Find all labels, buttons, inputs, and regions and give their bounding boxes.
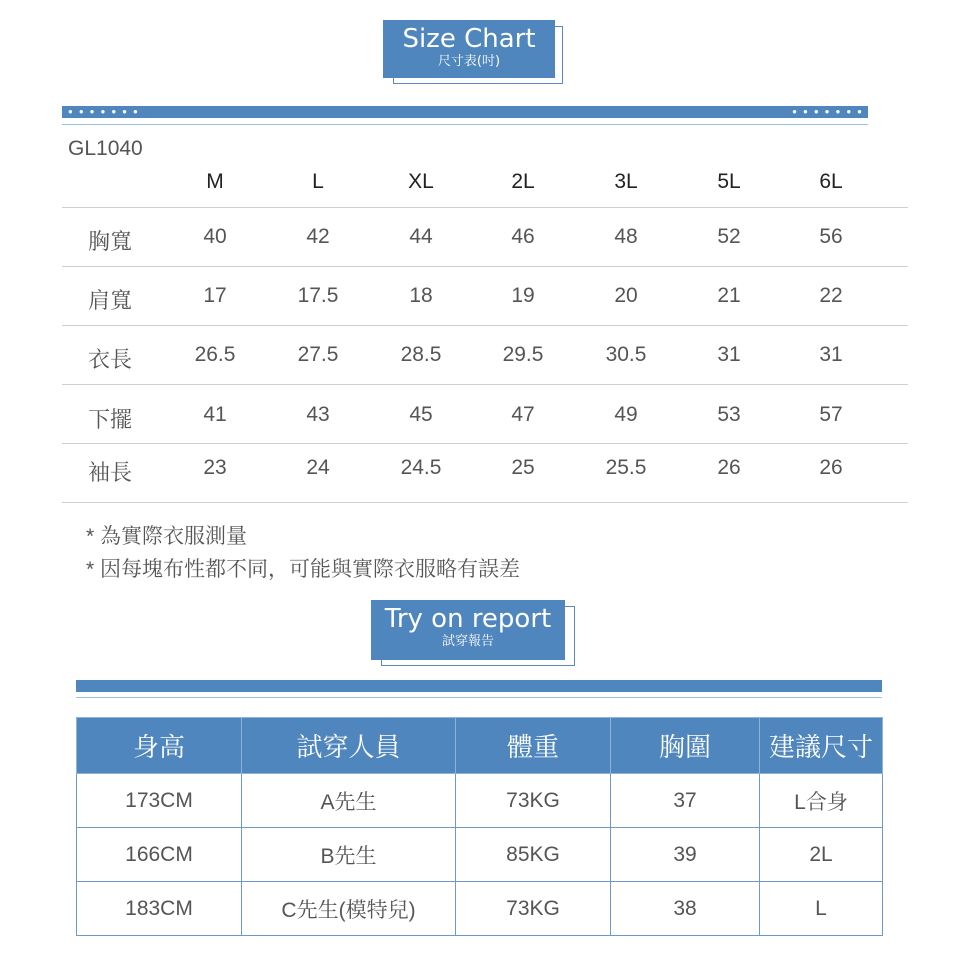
measurement-value: 26.5 — [194, 343, 236, 366]
size-header-cell: M — [206, 170, 224, 193]
measurement-row — [62, 267, 908, 326]
measurement-value: 22 — [819, 284, 843, 307]
measurement-value: 52 — [717, 225, 741, 248]
divider-line — [76, 697, 882, 698]
measurement-value: 31 — [717, 343, 741, 366]
tester-cell: B先生 — [242, 828, 456, 882]
measurement-value: 49 — [614, 403, 638, 426]
measurement-value: 24.5 — [400, 456, 442, 479]
measurement-value: 57 — [819, 403, 843, 426]
measurement-value: 25 — [511, 456, 535, 479]
size-header-cell: 6L — [819, 170, 843, 193]
measurement-value: 43 — [306, 403, 330, 426]
tryon-heading: Try on report — [384, 604, 552, 634]
measurement-row — [62, 208, 908, 267]
tryon-divider-bar — [76, 680, 882, 692]
measurement-row — [62, 326, 908, 385]
table-row — [77, 882, 883, 936]
measurement-value: 26 — [819, 456, 843, 479]
tryon-table — [76, 717, 883, 936]
measurement-value: 25.5 — [605, 456, 647, 479]
measurement-label: 胸寬 — [87, 229, 132, 254]
measurement-value: 40 — [203, 225, 227, 248]
title-label — [371, 600, 565, 660]
measurement-value: 24 — [306, 456, 330, 479]
size-header-cell: 3L — [614, 170, 638, 193]
measurement-value: 48 — [614, 225, 638, 248]
measurement-label: 肩寬 — [87, 288, 132, 313]
tester-cell: C先生(模特兒) — [242, 882, 456, 936]
size-header-cell: L — [312, 170, 324, 193]
header-chest: 胸圍 — [611, 718, 760, 774]
height-cell: 173CM — [77, 774, 242, 828]
measurement-value: 53 — [717, 403, 741, 426]
header-recommended-size: 建議尺寸 — [760, 718, 883, 774]
measurement-value: 18 — [409, 284, 433, 307]
measurement-label: 下擺 — [87, 407, 132, 432]
measurement-value: 46 — [511, 225, 535, 248]
measurement-value: 31 — [819, 343, 843, 366]
tester-cell: A先生 — [242, 774, 456, 828]
measurement-value: 29.5 — [502, 343, 544, 366]
measurement-value: 56 — [819, 225, 843, 248]
measurement-value: 42 — [306, 225, 330, 248]
measurement-value: 19 — [511, 284, 535, 307]
measurement-value: 26 — [717, 456, 741, 479]
measurement-label: 衣長 — [87, 347, 132, 372]
tryon-subheading: 試穿報告 — [441, 634, 494, 649]
weight-cell: 73KG — [456, 774, 611, 828]
measurement-value: 17.5 — [297, 284, 339, 307]
measurement-value: 45 — [409, 403, 433, 426]
tryon-header-row — [77, 718, 883, 774]
measurement-label: 袖長 — [87, 460, 132, 485]
size-chart-title — [383, 20, 565, 84]
measurement-value: 28.5 — [400, 343, 442, 366]
height-cell: 166CM — [77, 828, 242, 882]
size-chart-subheading: 尺寸表(吋) — [437, 54, 501, 69]
tryon-title — [371, 600, 575, 666]
measurement-value: 44 — [409, 225, 433, 248]
measurement-row — [62, 385, 908, 444]
header-tester: 試穿人員 — [242, 718, 456, 774]
size-cell: L合身 — [760, 774, 883, 828]
divider-line — [62, 124, 868, 125]
note-measurement: * 為實際衣服測量 — [86, 525, 248, 548]
size-cell: 2L — [760, 828, 883, 882]
note-variance: * 因每塊布性都不同，可能與實際衣服略有誤差 — [86, 558, 521, 581]
title-label — [383, 20, 555, 78]
model-code: GL1040 — [68, 137, 143, 160]
weight-cell: 85KG — [456, 828, 611, 882]
measurement-value: 27.5 — [297, 343, 339, 366]
header-height: 身高 — [77, 718, 242, 774]
table-row — [77, 774, 883, 828]
measurement-value: 30.5 — [605, 343, 647, 366]
size-cell: L — [760, 882, 883, 936]
size-header-cell: 2L — [511, 170, 535, 193]
size-header-cell: 5L — [717, 170, 741, 193]
measurement-row — [62, 444, 908, 503]
size-table — [62, 160, 908, 503]
measurement-value: 21 — [717, 284, 741, 307]
size-header-cell: XL — [408, 170, 434, 193]
table-row — [77, 828, 883, 882]
chest-cell: 37 — [611, 774, 760, 828]
size-chart-heading: Size Chart — [402, 24, 536, 54]
dots-decoration: ●●●●●●● — [68, 107, 144, 116]
measurement-value: 41 — [203, 403, 227, 426]
measurement-value: 47 — [511, 403, 535, 426]
weight-cell: 73KG — [456, 882, 611, 936]
dotted-divider-bar — [62, 106, 868, 118]
chest-cell: 39 — [611, 828, 760, 882]
size-header-row — [62, 160, 908, 208]
measurement-value: 23 — [203, 456, 227, 479]
height-cell: 183CM — [77, 882, 242, 936]
dots-decoration: ●●●●●●● — [792, 107, 868, 116]
header-weight: 體重 — [456, 718, 611, 774]
chest-cell: 38 — [611, 882, 760, 936]
measurement-value: 17 — [203, 284, 227, 307]
measurement-value: 20 — [614, 284, 638, 307]
